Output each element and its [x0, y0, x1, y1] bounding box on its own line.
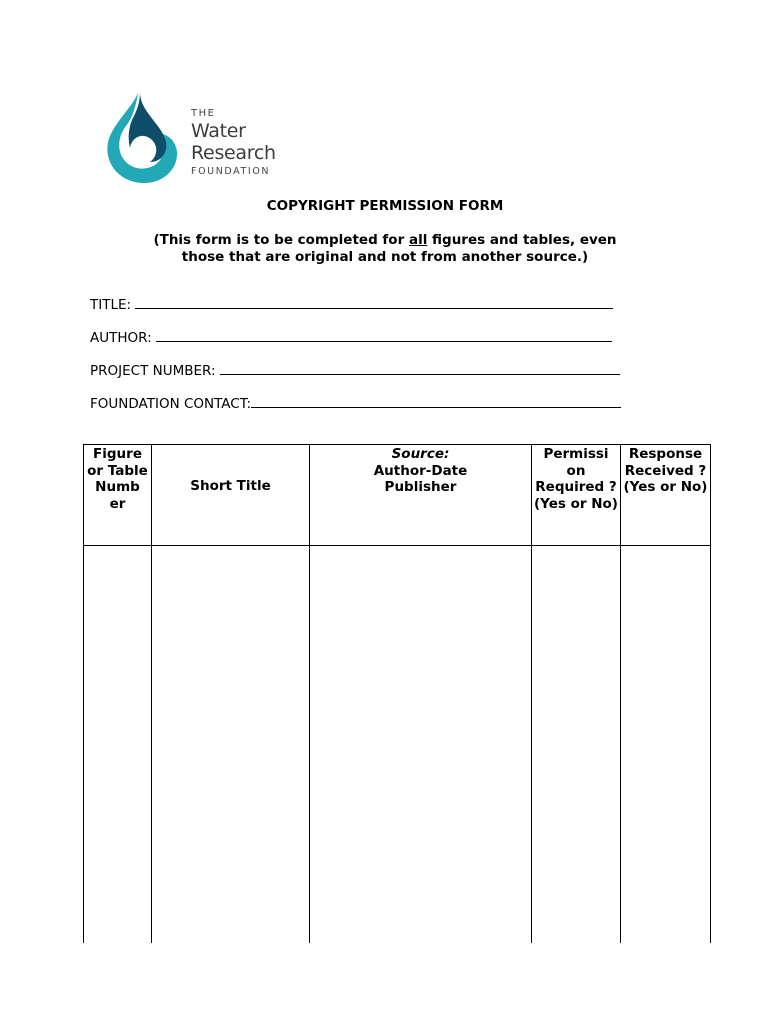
- author-field-line[interactable]: [156, 329, 612, 342]
- logo-wordmark: [191, 108, 276, 179]
- header-short-title-label: Short Title: [190, 477, 271, 494]
- logo-foundation: FOUNDATION: [191, 166, 271, 177]
- foundation-logo: [104, 90, 284, 186]
- header-figure-number: Figure or Table Numb er: [84, 445, 152, 546]
- title-field[interactable]: [90, 296, 613, 313]
- header-permission-required: Permissi on Required ? (Yes or No): [532, 445, 621, 546]
- logo-research: Research: [191, 142, 276, 164]
- cell-permission-required[interactable]: [532, 546, 621, 944]
- cell-figure-number[interactable]: [84, 546, 152, 944]
- cell-short-title[interactable]: [152, 546, 310, 944]
- form-title: COPYRIGHT PERMISSION FORM: [266, 198, 504, 214]
- foundation-contact-field-label: FOUNDATION CONTACT:: [90, 396, 252, 412]
- instructions-part1: (This form is to be completed for: [153, 232, 409, 248]
- author-field-label: AUTHOR:: [90, 330, 152, 346]
- title-field-label: TITLE:: [90, 297, 132, 313]
- logo-water: Water: [191, 120, 246, 142]
- header-source-label: Source:: [391, 446, 450, 462]
- permissions-table: [83, 444, 711, 943]
- cell-response-received[interactable]: [621, 546, 711, 944]
- title-field-line[interactable]: [135, 296, 613, 309]
- instructions-emphasis: all: [408, 232, 428, 248]
- foundation-contact-field[interactable]: [90, 395, 621, 412]
- author-field[interactable]: [90, 329, 612, 346]
- project-number-field[interactable]: [90, 362, 620, 379]
- project-number-field-label: PROJECT NUMBER:: [90, 363, 216, 379]
- logo-the: THE: [191, 108, 216, 119]
- form-instructions: [130, 232, 640, 266]
- cell-source[interactable]: [310, 546, 532, 944]
- header-response-received: Response Received ? (Yes or No): [621, 445, 711, 546]
- header-source-details: Author-Date Publisher: [373, 462, 468, 495]
- foundation-contact-field-line[interactable]: [251, 395, 621, 408]
- header-short-title: [152, 445, 310, 546]
- table-row: [84, 546, 711, 944]
- water-drop-logo-icon: [104, 90, 184, 186]
- header-source: [310, 445, 532, 546]
- project-number-field-line[interactable]: [220, 362, 620, 375]
- table-header-row: [84, 445, 711, 546]
- instructions-part2: figures and tables, even those that are original and not from another source.): [181, 232, 617, 265]
